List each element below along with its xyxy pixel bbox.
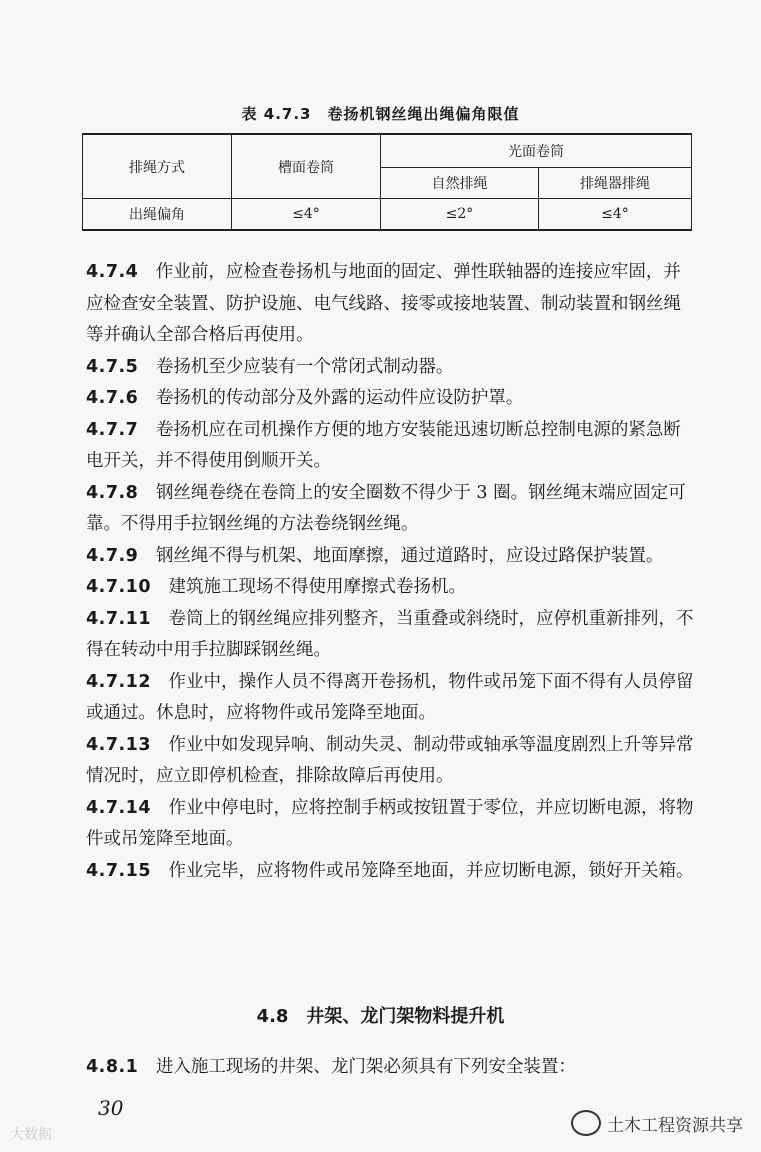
clause-list <box>86 257 696 887</box>
clause-text: 卷扬机的传动部分及外露的运动件应设防护罩。 <box>155 388 524 408</box>
value-guide: ≤4° <box>539 199 692 231</box>
row-label: 出绳偏角 <box>83 199 232 231</box>
clause-text: 作业前，应检查卷扬机与地面的固定、弹性联轴器的连接应牢固，并应检查安全装置、防护设施、电气线路、接零或接地装置、制动装置和钢丝绳等并确认全部合格后再使用。 <box>86 262 681 345</box>
watermark-right-text: 土木工程资源共享 <box>607 1115 743 1136</box>
clause <box>86 415 696 478</box>
clause <box>86 352 696 384</box>
header-natural: 自然排绳 <box>381 168 539 199</box>
clause-text: 进入施工现场的井架、龙门架必须具有下列安全装置： <box>155 1057 576 1077</box>
watermark-left: 大数据 <box>10 1127 52 1143</box>
value-natural: ≤2° <box>381 199 539 231</box>
clause-number: 4.7.12 <box>86 671 152 692</box>
clause-text: 作业中如发现异响、制动失灵、制动带或轴承等温度剧烈上升等异常情况时，应立即停机检查，排除故障后再使用。 <box>86 734 694 786</box>
clause <box>86 478 696 541</box>
clause <box>86 856 696 888</box>
value-groove: ≤4° <box>232 199 381 231</box>
clause-number: 4.7.15 <box>86 860 152 881</box>
clause-number: 4.7.4 <box>86 262 139 282</box>
header-groove-drum: 槽面卷筒 <box>232 134 381 199</box>
header-smooth-drum: 光面卷筒 <box>381 134 692 168</box>
clause-text: 作业中停电时，应将控制手柄或按钮置于零位，并应切断电源，将物件或吊笼降至地面。 <box>86 797 694 849</box>
header-row-label: 排绳方式 <box>83 134 232 199</box>
clause-text: 钢丝绳卷绕在卷筒上的安全圈数不得少于 3 圈。钢丝绳末端应固定可靠。不得用手拉钢丝绳的方法卷绕钢丝绳。 <box>86 482 686 534</box>
clause <box>86 572 696 604</box>
clause-text: 钢丝绳不得与机架、地面摩擦，通过道路时，应设过路保护装置。 <box>155 545 664 566</box>
clause-number: 4.7.11 <box>86 608 152 629</box>
clause <box>86 793 696 856</box>
clause-number: 4.7.5 <box>86 356 139 377</box>
clause-text: 卷扬机应在司机操作方便的地方安装能迅速切断总控制电源的紧急断电开关，并不得使用倒顺开关。 <box>86 419 681 471</box>
clause-number: 4.7.9 <box>86 545 139 566</box>
table-title: 表 4.7.3 卷扬机钢丝绳出绳偏角限值 <box>241 105 520 123</box>
clause <box>86 383 696 415</box>
chat-bubble-icon <box>571 1110 601 1136</box>
clause <box>86 667 696 730</box>
rope-angle-table <box>82 133 692 231</box>
clause-text: 卷筒上的钢丝绳应排列整齐，当重叠或斜绕时，应停机重新排列，不得在转动中用手拉脚踩钢丝绳。 <box>86 608 694 660</box>
clause-number: 4.7.13 <box>86 734 152 755</box>
watermark-right <box>571 1110 743 1136</box>
clause <box>86 257 696 352</box>
clause-number: 4.7.8 <box>86 482 139 503</box>
clause-number: 4.7.7 <box>86 419 139 440</box>
clause <box>86 541 696 573</box>
clause-number: 4.7.14 <box>86 797 152 818</box>
clause-number: 4.7.6 <box>86 388 139 408</box>
clause-text: 卷扬机至少应装有一个常闭式制动器。 <box>155 356 454 377</box>
clause <box>86 730 696 793</box>
clause-text: 作业中，操作人员不得离开卷扬机，物件或吊笼下面不得有人员停留或通过。休息时，应将物件或吊笼降至地面。 <box>86 671 694 723</box>
clause <box>86 1052 696 1084</box>
clause-number: 4.8.1 <box>86 1057 139 1077</box>
clause <box>86 604 696 667</box>
page-number: 30 <box>98 1096 124 1120</box>
section-heading: 4.8 井架、龙门架物料提升机 <box>256 1006 505 1027</box>
clause-text: 作业完毕，应将物件或吊笼降至地面，并应切断电源，锁好开关箱。 <box>168 860 694 881</box>
clause-number: 4.7.10 <box>86 577 152 597</box>
header-with-guide: 排绳器排绳 <box>539 168 692 199</box>
clause-text: 建筑施工现场不得使用摩擦式卷扬机。 <box>168 577 467 597</box>
